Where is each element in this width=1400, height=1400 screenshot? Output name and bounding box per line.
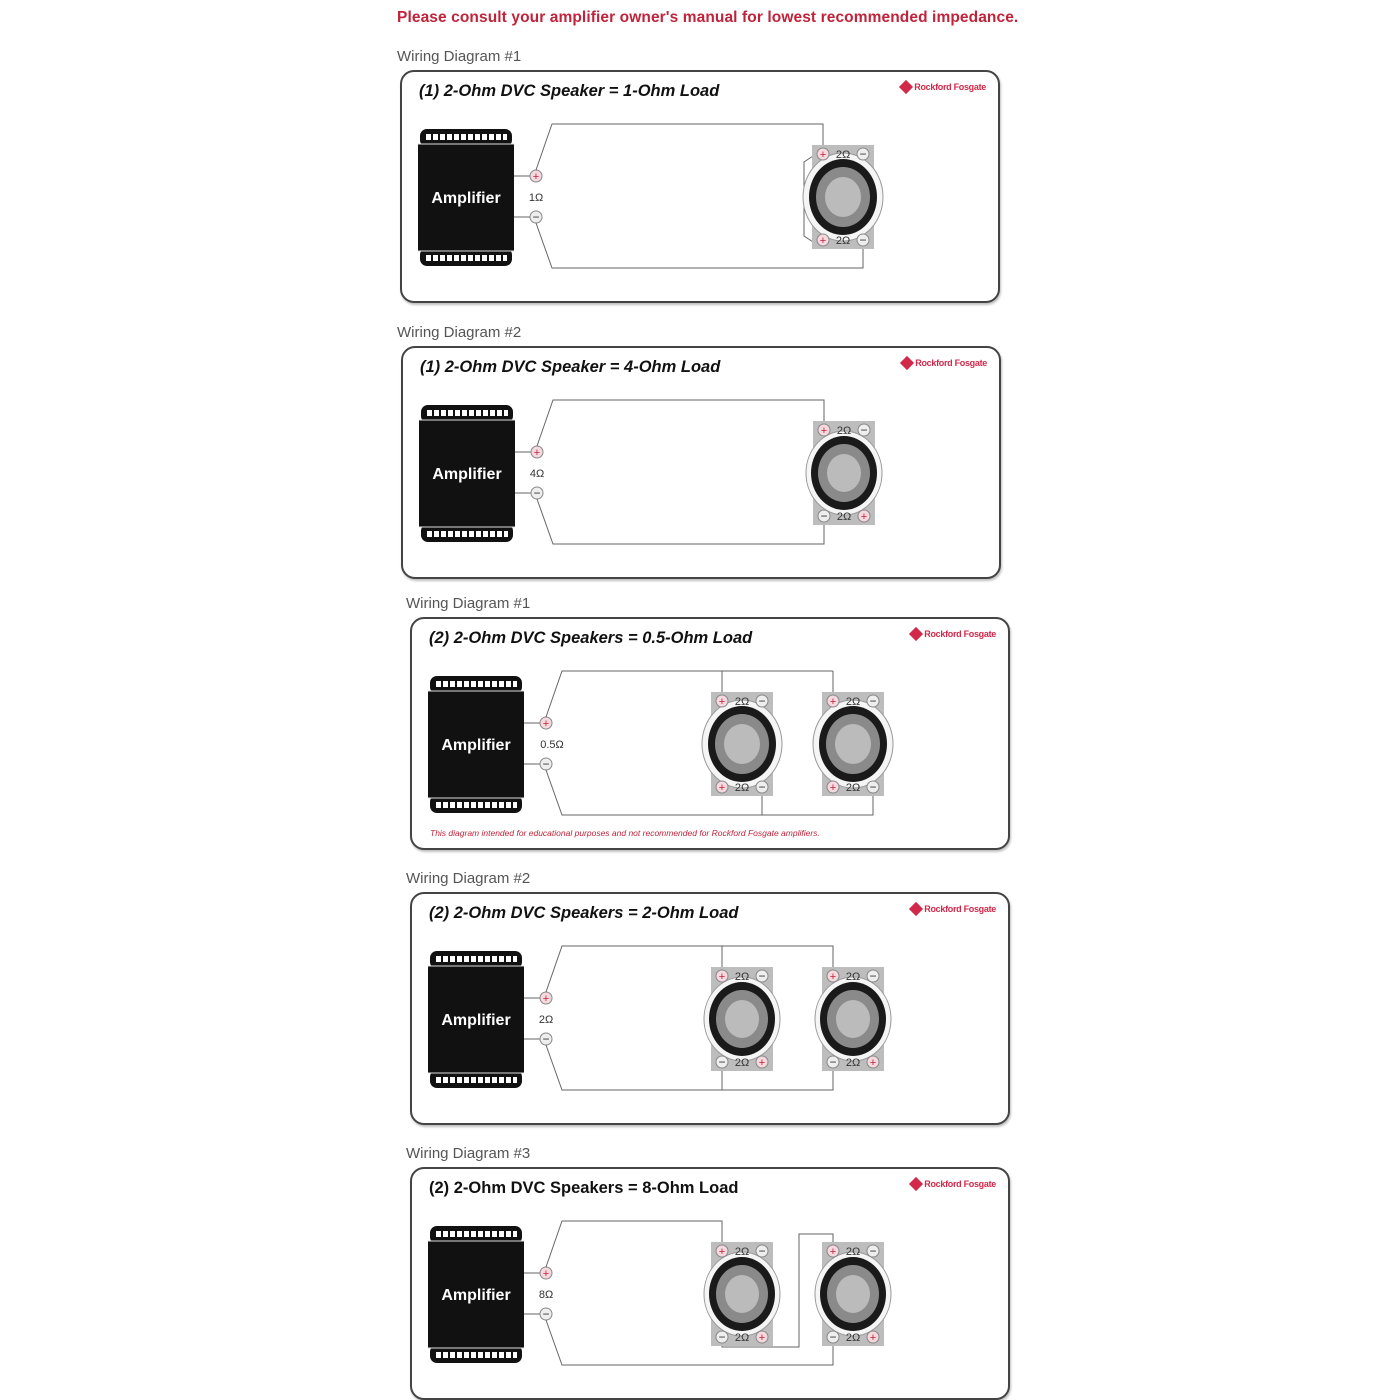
svg-text:−: − [532,210,540,224]
svg-text:−: − [869,1244,877,1258]
svg-text:+: + [820,425,828,437]
svg-text:+: + [829,971,837,983]
dvc-speaker [815,967,891,1071]
wiring-diagram-panel [410,892,1010,1125]
svg-text:+: + [533,447,541,459]
svg-text:2Ω: 2Ω [845,696,861,708]
wiring-schematic [412,894,1008,1123]
diagram-caption: Wiring Diagram #2 [406,870,531,887]
svg-text:+: + [758,1332,766,1344]
svg-text:−: − [820,509,828,523]
svg-text:+: + [758,1057,766,1069]
dvc-speaker [815,1242,891,1346]
svg-text:−: − [758,969,766,983]
load-impedance-label: 0.5Ω [540,739,564,751]
svg-text:−: − [869,969,877,983]
wiring-schematic [412,1169,1008,1398]
svg-text:2Ω: 2Ω [734,1332,750,1344]
svg-text:+: + [869,1057,877,1069]
svg-text:2Ω: 2Ω [835,149,851,161]
amplifier-label: Amplifier [441,1287,511,1304]
svg-text:+: + [718,782,726,794]
svg-text:+: + [718,1246,726,1258]
dvc-speaker [704,1242,780,1346]
svg-text:+: + [819,149,827,161]
svg-text:+: + [819,235,827,247]
brand-logo: Rockford Fosgate [901,82,986,92]
svg-text:−: − [542,1032,550,1046]
svg-text:2Ω: 2Ω [734,782,750,794]
wiring-diagram-panel [410,617,1010,850]
wiring-diagram-panel [400,70,1000,303]
wiring-diagram-panel [410,1167,1010,1400]
dvc-speaker [806,421,882,525]
svg-text:−: − [860,423,868,437]
svg-text:+: + [718,971,726,983]
svg-text:−: − [718,1055,726,1069]
load-impedance-label: 2Ω [538,1014,554,1026]
amplifier-block [428,1226,524,1363]
svg-text:2Ω: 2Ω [845,1332,861,1344]
svg-text:+: + [532,171,540,183]
svg-text:+: + [829,696,837,708]
diagram-caption: Wiring Diagram #3 [406,1145,531,1162]
svg-text:2Ω: 2Ω [845,1057,861,1069]
svg-text:2Ω: 2Ω [734,971,750,983]
svg-text:−: − [829,1330,837,1344]
svg-text:2Ω: 2Ω [836,425,852,437]
wiring-schematic [412,619,1008,848]
load-impedance-label: 4Ω [529,468,545,480]
svg-text:−: − [542,1307,550,1321]
wiring-schematic [403,348,999,577]
amplifier-block [419,405,515,542]
svg-text:−: − [829,1055,837,1069]
svg-text:+: + [542,718,550,730]
diagram-caption: Wiring Diagram #1 [397,48,522,65]
svg-text:−: − [758,780,766,794]
svg-text:2Ω: 2Ω [845,971,861,983]
brand-logo: Rockford Fosgate [902,358,987,368]
svg-text:2Ω: 2Ω [836,511,852,523]
svg-text:2Ω: 2Ω [734,1246,750,1258]
svg-text:2Ω: 2Ω [734,696,750,708]
svg-text:−: − [869,694,877,708]
amplifier-label: Amplifier [431,190,501,207]
amplifier-block [428,951,524,1088]
load-impedance-label: 8Ω [538,1289,554,1301]
amplifier-block [428,676,524,813]
svg-text:+: + [860,511,868,523]
impedance-notice: Please consult your amplifier owner's manual for lowest recommended impedance. [397,9,1019,26]
svg-text:−: − [869,780,877,794]
amplifier-label: Amplifier [441,1012,511,1029]
svg-text:−: − [533,486,541,500]
diagram-title: (1) 2-Ohm DVC Speaker = 4-Ohm Load [420,358,721,376]
svg-text:+: + [829,1246,837,1258]
svg-text:−: − [859,233,867,247]
svg-text:+: + [542,1268,550,1280]
svg-text:−: − [859,147,867,161]
svg-text:−: − [758,1244,766,1258]
svg-text:−: − [542,757,550,771]
svg-text:+: + [718,696,726,708]
wiring-diagram-panel [401,346,1001,579]
amplifier-label: Amplifier [432,466,502,483]
svg-text:2Ω: 2Ω [845,1246,861,1258]
svg-text:−: − [718,1330,726,1344]
diagram-title: (2) 2-Ohm DVC Speakers = 8-Ohm Load [429,1179,739,1197]
diagram-title: (2) 2-Ohm DVC Speakers = 2-Ohm Load [429,904,739,922]
dvc-speaker [702,692,782,796]
wiring-schematic [402,72,998,301]
amplifier-label: Amplifier [441,737,511,754]
dvc-speaker [813,692,893,796]
brand-logo: Rockford Fosgate [911,629,996,639]
svg-text:+: + [542,993,550,1005]
dvc-speaker [803,145,883,249]
svg-text:+: + [869,1332,877,1344]
svg-text:2Ω: 2Ω [734,1057,750,1069]
diagram-title: (1) 2-Ohm DVC Speaker = 1-Ohm Load [419,82,720,100]
svg-text:2Ω: 2Ω [845,782,861,794]
amplifier-block [418,129,514,266]
load-impedance-label: 1Ω [528,192,544,204]
svg-text:+: + [829,782,837,794]
brand-logo: Rockford Fosgate [911,904,996,914]
brand-logo: Rockford Fosgate [911,1179,996,1189]
diagram-caption: Wiring Diagram #1 [406,595,531,612]
svg-text:−: − [758,694,766,708]
disclaimer-note: This diagram intended for educational purposes and not recommended for Rockford Fosgate amplifiers. [430,828,820,838]
diagram-title: (2) 2-Ohm DVC Speakers = 0.5-Ohm Load [429,629,753,647]
diagram-caption: Wiring Diagram #2 [397,324,522,341]
dvc-speaker [704,967,780,1071]
svg-text:2Ω: 2Ω [835,235,851,247]
